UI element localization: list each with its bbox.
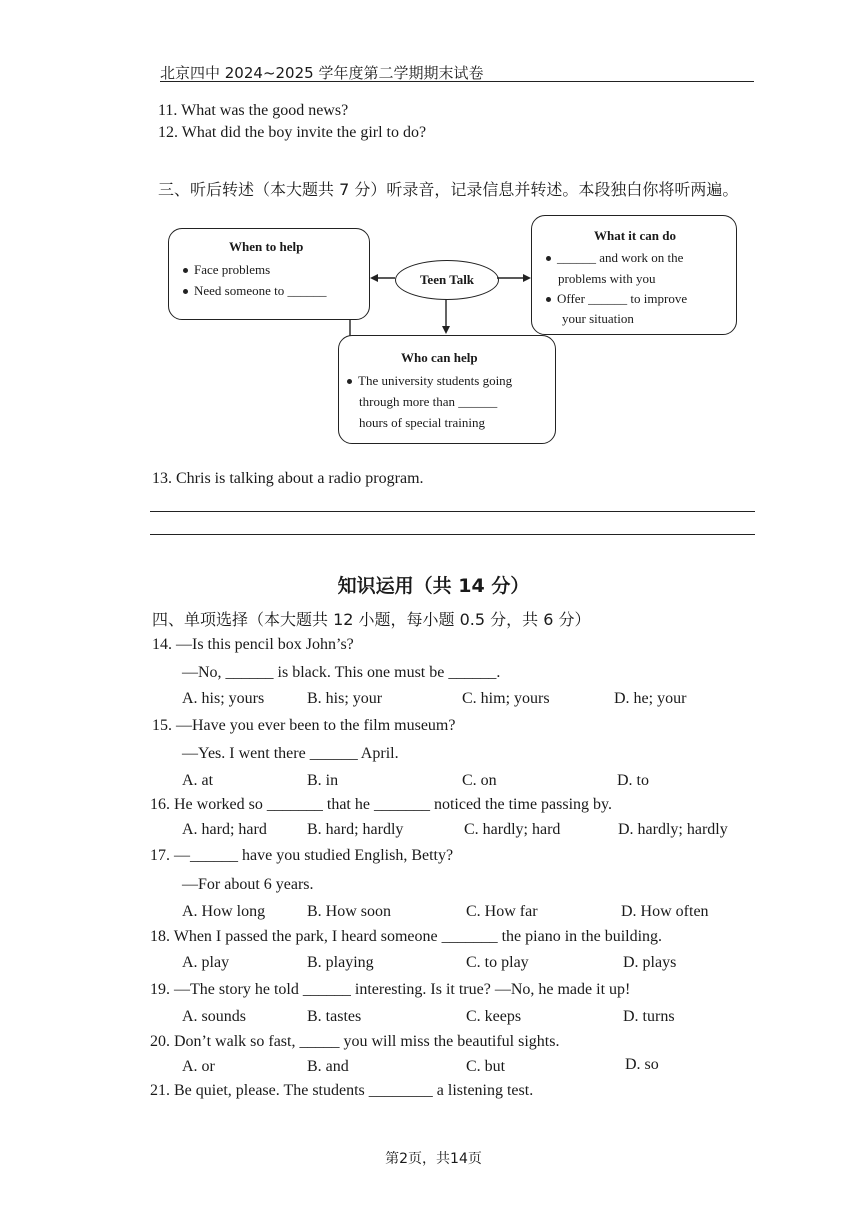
q15-option-a[interactable]: A. at [182,772,214,789]
question-17-stem2: —For about 6 years. [182,876,314,893]
q14-option-b[interactable]: B. his; your [307,690,383,707]
question-12: 12. What did the boy invite the girl to do? [158,124,427,141]
q14-option-c[interactable]: C. him; yours [462,690,550,707]
q16-option-d[interactable]: D. hardly; hardly [618,821,728,838]
q16-option-b[interactable]: B. hard; hardly [307,821,404,838]
who-can-help-title: Who can help [401,350,478,365]
q18-option-d[interactable]: D. plays [623,954,677,971]
question-13: 13. Chris is talking about a radio program. [152,470,424,487]
q15-option-c[interactable]: C. on [462,772,497,789]
what-item-1-cont: problems with you [558,271,656,286]
when-to-help-box [168,228,370,320]
section-4-heading: 四、单项选择（本大题共 12 小题，每小题 0.5 分，共 6 分） [152,610,591,629]
question-17-stem: 17. —______ have you studied English, Betty? [150,847,454,864]
q19-option-c[interactable]: C. keeps [466,1008,522,1025]
q17-option-d[interactable]: D. How often [621,903,709,920]
q17-option-b[interactable]: B. How soon [307,903,392,920]
q16-option-c[interactable]: C. hardly; hard [464,821,561,838]
answer-line-2[interactable] [150,534,755,535]
q19-option-b[interactable]: B. tastes [307,1008,362,1025]
q19-option-d[interactable]: D. turns [623,1008,675,1025]
q18-option-a[interactable]: A. play [182,954,230,971]
part-title: 知识运用（共 14 分） [337,575,530,597]
q15-option-b[interactable]: B. in [307,772,339,789]
what-item-2: Offer ______ to improve [546,289,687,309]
q15-option-d[interactable]: D. to [617,772,649,789]
what-item-2-cont: your situation [562,311,634,326]
question-14-stem2: —No, ______ is black. This one must be ______. [182,664,501,681]
q20-option-c[interactable]: C. but [466,1058,506,1075]
question-18-stem: 18. When I passed the park, I heard someone _______ the piano in the building. [150,928,663,945]
question-16-stem: 16. He worked so _______ that he _______ noticed the time passing by. [150,796,612,813]
q14-option-d[interactable]: D. he; your [614,690,687,707]
question-14-stem: 14. —Is this pencil box John’s? [152,636,354,653]
question-21-stem: 21. Be quiet, please. The students ________ a listening test. [150,1082,534,1099]
when-item-2: Need someone to ______ [183,281,327,301]
q20-option-d[interactable]: D. so [625,1056,659,1073]
who-item-1: The university students going [347,371,512,391]
q20-option-a[interactable]: A. or [182,1058,215,1075]
what-it-can-do-box [531,215,737,335]
question-15-stem2: —Yes. I went there ______ April. [182,745,399,762]
question-19-stem: 19. —The story he told ______ interesting. Is it true? —No, he made it up! [150,981,631,998]
who-item-1-cont: through more than ______ [359,394,498,409]
answer-line-1[interactable] [150,511,755,512]
q19-option-a[interactable]: A. sounds [182,1008,247,1025]
q17-option-a[interactable]: A. How long [182,903,266,920]
who-can-help-box [338,335,556,444]
when-to-help-title: When to help [229,239,304,254]
q14-option-a[interactable]: A. his; yours [182,690,265,707]
question-11: 11. What was the good news? [158,102,349,119]
what-item-1: ______ and work on the [546,248,683,268]
section-3-heading: 三、听后转述（本大题共 7 分）听录音，记录信息并转述。本段独白你将听两遍。 [158,180,739,199]
q17-option-c[interactable]: C. How far [466,903,538,920]
q20-option-b[interactable]: B. and [307,1058,349,1075]
q18-option-b[interactable]: B. playing [307,954,374,971]
when-item-1: Face problems [183,260,270,280]
page-footer: 第2页，共14页 [385,1151,482,1167]
q16-option-a[interactable]: A. hard; hard [182,821,267,838]
q18-option-c[interactable]: C. to play [466,954,529,971]
exam-header: 北京四中 2024~2025 学年度第二学期期末试卷 [160,64,484,82]
what-it-can-do-title: What it can do [594,228,676,243]
who-item-1-cont2: hours of special training [359,415,485,430]
question-20-stem: 20. Don’t walk so fast, _____ you will miss the beautiful sights. [150,1033,560,1050]
teen-talk-node: Teen Talk [395,260,499,300]
question-15-stem: 15. —Have you ever been to the film museum? [152,717,456,734]
